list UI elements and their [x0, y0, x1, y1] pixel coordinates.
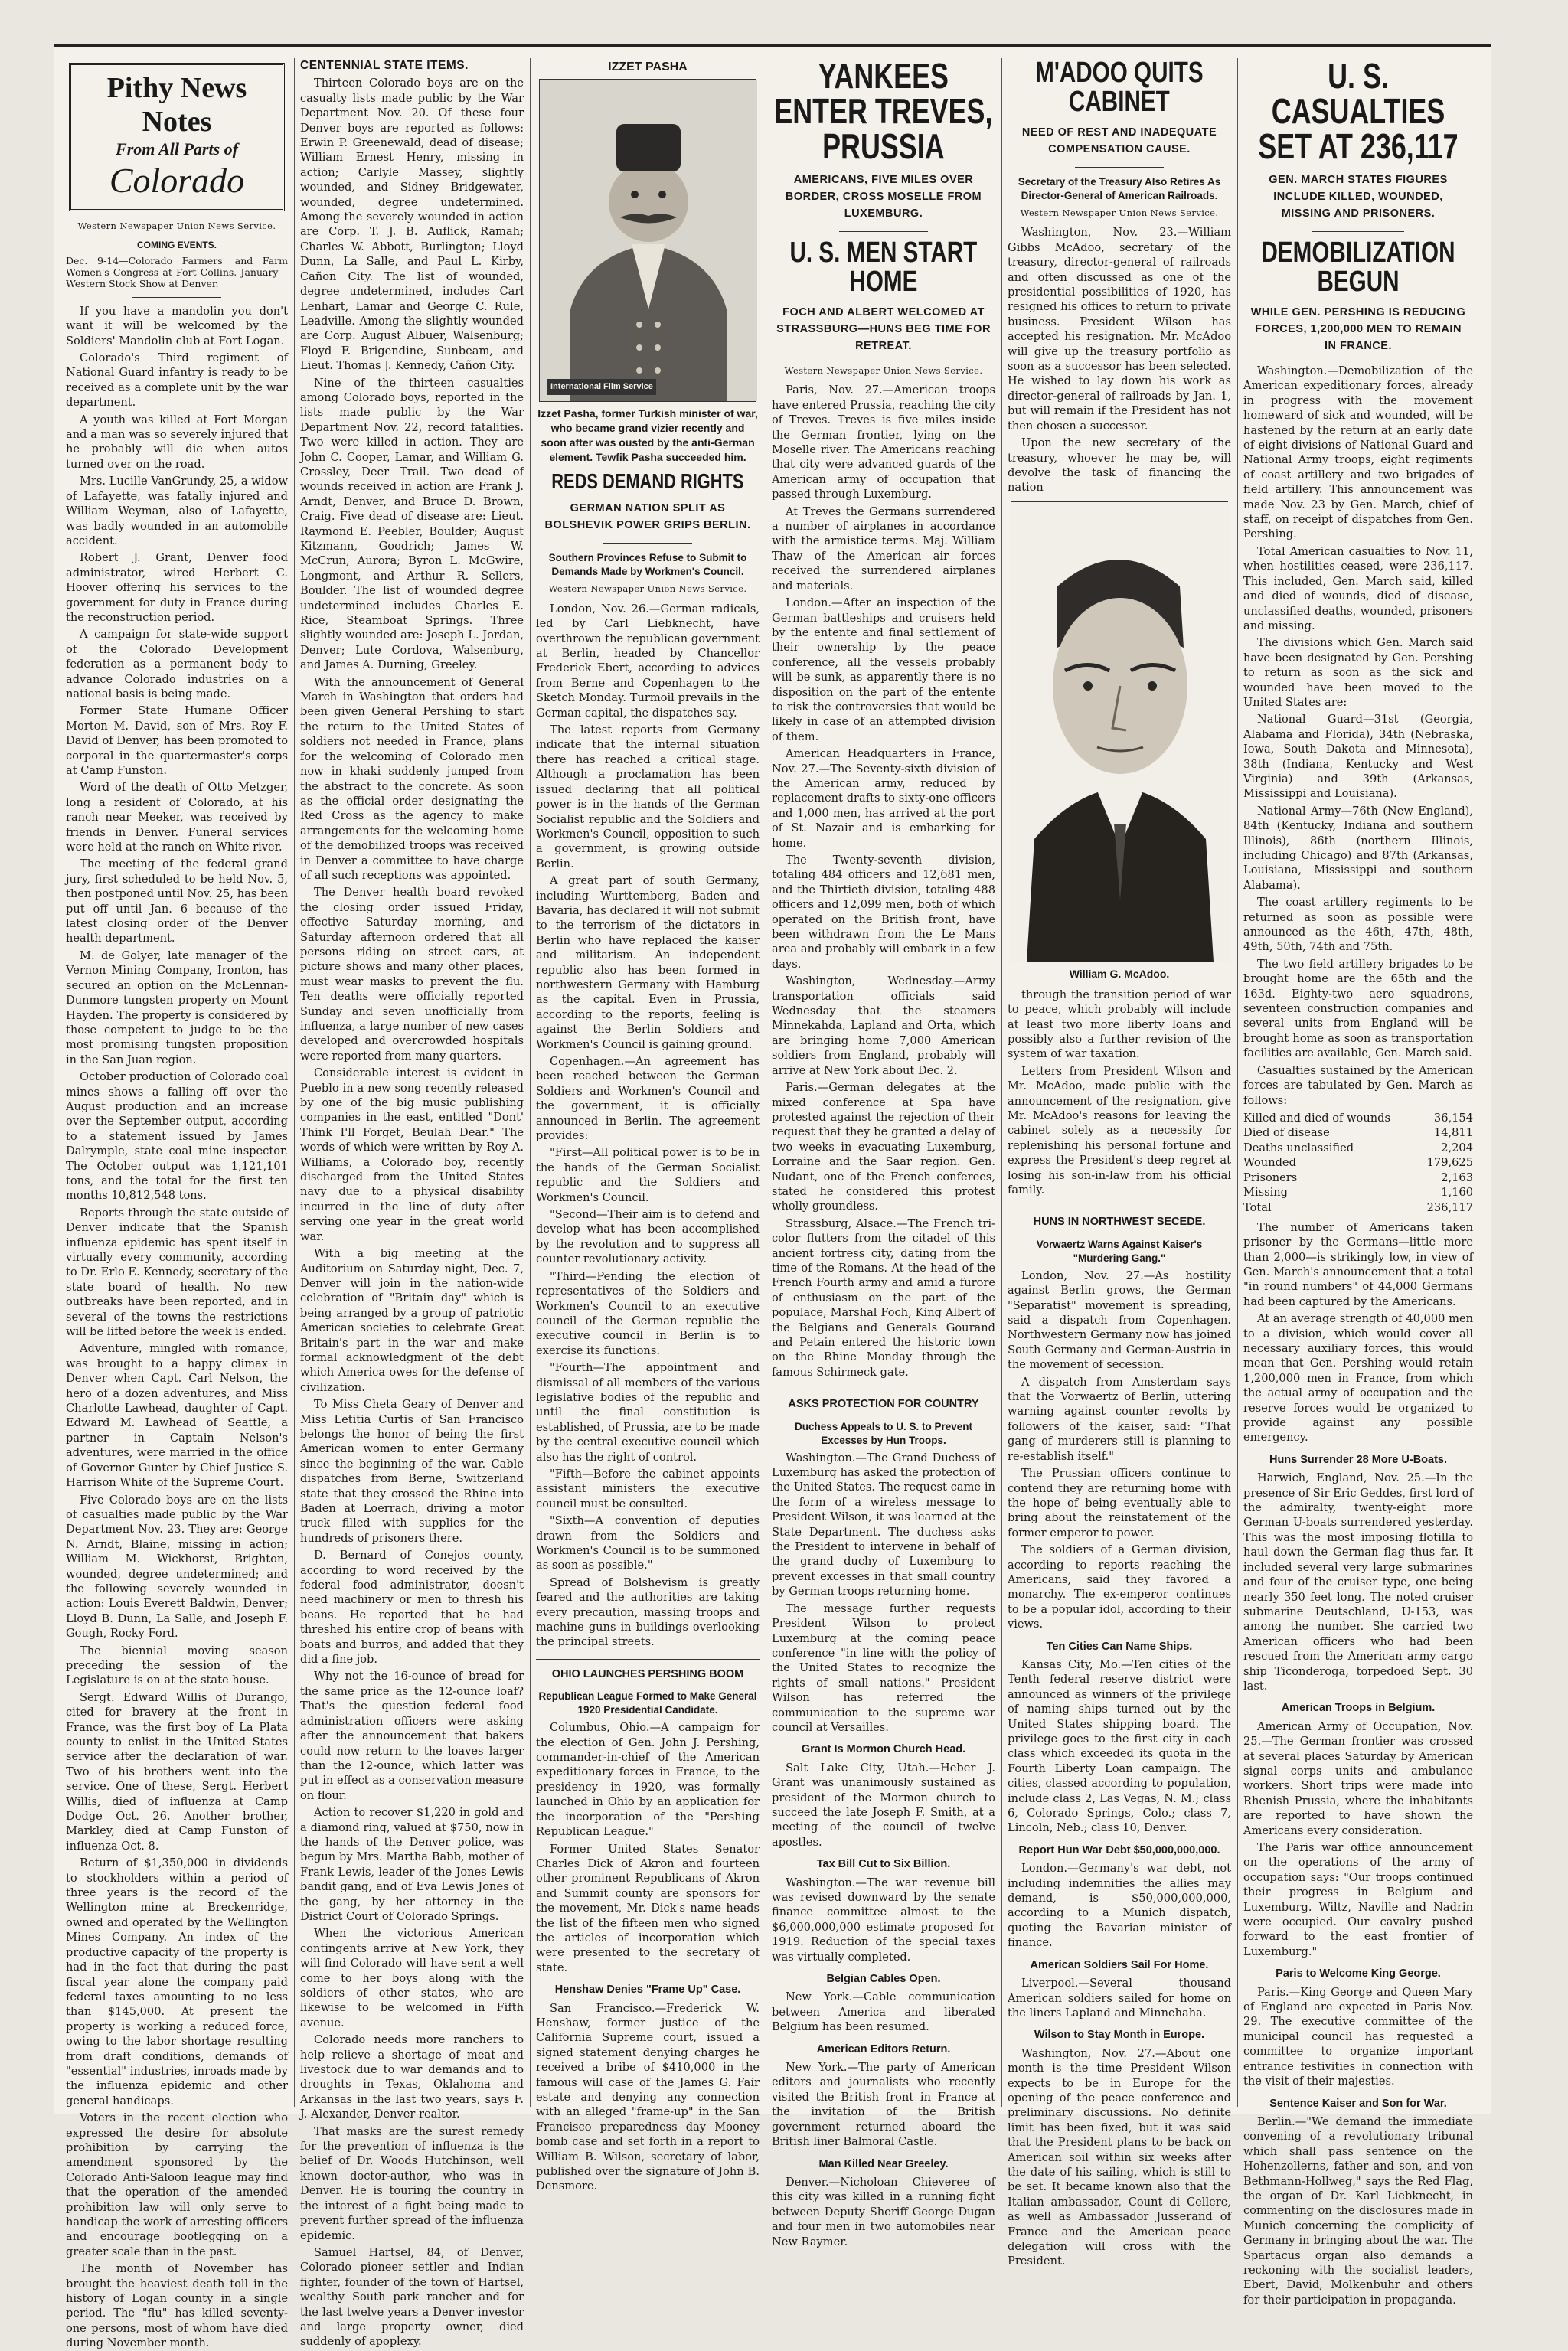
divider [132, 297, 221, 298]
wire-credit: Western Newspaper Union News Service. [1020, 207, 1219, 218]
uboats-body: Harwich, England, Nov. 25.—In the presence of Sir Eric Geddes, first lord of the admiralty, twenty-eight more German U-boats surrendered yesterday. This was the most imposing flotilla to haul down the German flag thus far. It included several very large submarines and four of the cruiser type, one being nearly 350 feet long. The noted cruiser submarine Deutschland, U-153, was among the number. She carried two American officers who had been rescued from the American army cargo ship Ticonderoga, torpedoed Sept. 30 last. [1243, 1471, 1473, 1693]
photo-title: IZZET PASHA [608, 60, 688, 73]
article-paragraph: American Headquarters in France, Nov. 27.—The Seventy-sixth division of the American army, reduced by replacement drafts to sixty-one officers and 1,000 men, has arrived at the port of St. Nazair and is embarking for home. [772, 747, 995, 850]
article-paragraph: October production of Colorado coal mines shows a falling off over the August production and an increase over the September output, according to a statement issued by James Dalrymple, state coal mine inspector. The October output was 1,121,101 tons, and the total for the first ten months 10,812,548 tons. [66, 1070, 288, 1203]
article-paragraph: "Sixth—A convention of deputies drawn from the Soldiers and Workmen's Council is to be summoned as soon as possible." [536, 1514, 760, 1572]
article-paragraph: D. Bernard of Conejos county, according to word received by the federal food administrator, doesn't need machinery or men to thresh his beans. He reported that he had threshed his entire crop of beans with boats and burros, and added that they did a fine job. [300, 1549, 524, 1667]
article-paragraph: Sergt. Edward Willis of Durango, cited for bravery at the front in France, was the first boy of La Plata county to enlist in the United States service after the declaration of war. Two of his brothers went into the service. One of these, Sergt. Herbert Willis, died of influenza at Camp Dodge Oct. 26. Another brother, Markley, died at Camp Funston of influenza Oct. 8. [66, 1690, 288, 1853]
article-paragraph: Columbus, Ohio.—A campaign for the election of Gen. John J. Pershing, commander-in-chief of the American expeditionary forces in France, to the presidency in 1920, was formally launched in Ohio by an application for the incorporation of the "Pershing Republican League." [536, 1721, 760, 1839]
article-paragraph: "Third—Pending the election of representatives of the Soldiers and Workmen's Council to an executive council of the German republic the executive council in Berlin is to exercise its functions. [536, 1269, 760, 1357]
article-paragraph: Washington.—Demobilization of the American expeditionary forces, already in progress with the movement homeward of sick and wounded, will be hastened by the return at an early date of eight divisions of National Guard and National Army troops, eight regiments of coast artillery and two brigades of field artillery. This announcement was made Nov. 23 by Gen. March, chief of staff, on receipt of dispatches from Gen. Pershing. [1243, 364, 1473, 541]
kaiser-headline: Sentence Kaiser and Son for War. [1269, 2097, 1447, 2110]
column-rule [1237, 58, 1238, 2107]
article-paragraph: M. de Golyer, late manager of the Vernon Mining Company, Ironton, has secured an option on the McLennan-Dunmore tungsten property on Mount Hayden. The property is considered by those competent to judge to be the most promising tungsten proposition in the San Juan region. [66, 949, 288, 1066]
article-paragraph: London, Nov. 26.—German radicals, led by Carl Liebknecht, have overthrown the republican government at Berlin, headed by Chancellor Frederick Ebert, according to advices from Berne and Copenhagen to the Sketch Monday. Turmoil prevails in the German capital, the dispatches say. [536, 602, 760, 720]
casualties-body-continued [1243, 1220, 1473, 1445]
casualty-row [1243, 1125, 1473, 1140]
casualty-label: Prisoners [1243, 1171, 1298, 1184]
editors-headline: American Editors Return. [816, 2042, 951, 2055]
column-rule [1001, 58, 1002, 2107]
article-paragraph: Considerable interest is evident in Pueblo in a new song recently released by one of the big music publishing companies in the east, entitled "Dont' Think I'll Forget, Beulah Dear." The words of which were written by Roy A. Williams, a Colorado boy, recently discharged from the United States navy due to a physical disability incurred in the line of duty after serving one year in the great world war. [300, 1066, 524, 1243]
article-paragraph: London.—After an inspection of the German battleships and cruisers held by the entente and final settlement of their ownership by the peace conference, all the vessels probably will be sunk, as apparently there is no disposition on the part of the entente to risk the controversies that would be likely in case of an attempted division of them. [772, 596, 995, 743]
casualty-label: Wounded [1243, 1156, 1296, 1170]
article-paragraph: The Prussian officers continue to contend they are returning home with the hope of being eventually able to bring about the reinstatement of the former emperor to power. [1008, 1467, 1231, 1540]
article-paragraph: Adventure, mingled with romance, was brought to a happy climax in Denver when Capt. Carl Nelson, the hero of a dozen adventures, and Miss Charlotte Lawhead, daughter of Capt. Edward M. Lawhead of Seattle, a partner in Captain Nelson's adventures, were married in the office of Governor Gunter by Chief Justice S. Harrison White of the Supreme Court. [66, 1342, 288, 1490]
asks-subdeck: Duchess Appeals to U. S. to Prevent Excesses by Hun Troops. [794, 1420, 973, 1446]
article-paragraph: That masks are the surest remedy for the prevention of influenza is the belief of Dr. Woods Hutchinson, well known doctor-author, who was in Denver. He is touring the country in the interest of a fight being made to prevent further spread of the influenza epidemic. [300, 2124, 524, 2242]
article-paragraph: National Army—76th (New England), 84th (Kentucky, Indiana and southern Illinois), 86th (northern Illinois, including Chicago) and 87th (Arkansas, Louisiana, Mississippi and southern Alabama). [1243, 804, 1473, 892]
uboats-headline: Huns Surrender 28 More U-Boats. [1269, 1453, 1448, 1466]
article-paragraph: Washington.—The Grand Duchess of Luxemburg has asked the protection of the United States. The request came in the form of a wireless message to President Wilson, it was learned at the State Department. The duchess asks the President to intervene in behalf of the grand duchy of Luxemburg to prevent excesses in that small country by German troops returning home. [772, 1451, 995, 1598]
article-paragraph: The biennial moving season preceding the session of the Legislature is on at the state house. [66, 1644, 288, 1687]
column-rule [530, 58, 531, 2107]
mcadoo-headline: M'ADOO QUITS CABINET [1035, 57, 1204, 118]
centennial-heading: CENTENNIAL STATE ITEMS. [300, 59, 469, 72]
article-paragraph: San Francisco.—Frederick W. Henshaw, former justice of the California Supreme court, issued a signed statement denying charges he received a bribe of $410,000 in the famous will case of the James G. Fair estate and denying any connection with an alleged "frame-up" in the San Francisco preparedness day Mooney bomb case and set forth in a report to William B. Wilson, secretary of labor, published over the signature of John B. Densmore. [536, 2001, 760, 2193]
column-casualties [1243, 56, 1473, 2307]
article-paragraph: Spread of Bolshevism is greatly feared and the authorities are taking every precaution, massing troops and machine guns in buildings overlooking the principal streets. [536, 1575, 760, 1649]
article-paragraph: Why not the 16-ounce of bread for the same price as the 12-ounce loaf? That's the question federal food administration officers were asking after the announcement that bakers could now return to the loaves larger than the 12-ounce, which latter was put in effect as a conservation measure on flour. [300, 1670, 524, 1802]
reds-deck: GERMAN NATION SPLIT AS BOLSHEVIK POWER GRIPS BERLIN. [544, 502, 751, 532]
asks-headline: ASKS PROTECTION FOR COUNTRY [788, 1398, 979, 1411]
article-paragraph: With the announcement of General March in Washington that orders had been given General Pershing to start the return to the United States of soldiers not needed in France, plans for the welcoming of Colorado men now in khaki suddenly jumped from the abstract to the concrete. As soon as the official order designating the Red Cross as the agency to make arrangements for the welcoming home of the demobilized troops was received in Denver a committee to have charge of all such receptions was appointed. [300, 675, 524, 882]
coming-events-label: COMING EVENTS. [136, 240, 217, 251]
war-debt-body: London.—Germany's war debt, not including indemnities the allies may demand, is $50,000,000,000, according to a Munich dispatch, quoting the Bavarian minister of finance. [1008, 1862, 1231, 1950]
wire-credit: Western Newspaper Union News Service. [784, 365, 983, 376]
article-paragraph: Word of the death of Otto Metzger, long a resident of Colorado, at his ranch near Meeker, was received by friends in Denver. Funeral services were held at the ranch on White river. [66, 781, 288, 854]
article-paragraph: The soldiers of a German division, according to reports reaching the Americans, said they favored a monarchy. The ex-emperor continues to be a popular idol, according to their views. [1008, 1543, 1231, 1631]
article-paragraph: Thirteen Colorado boys are on the casualty lists made public by the War Department Nov. 20. Of these four Denver boys are reported as follows: Erwin P. Greenewald, dead of disease; William Ernest Henry, missing in action; Carlyle Massey, slightly wounded, and Sidney Bridgewater, wounded, degree undetermined. Among the severely wounded in action are Corp. T. J. B. Auflick, Ramah; Charles W. Abbott, Burlington; Lloyd Dunn, La Salle, and Paul L. Kirby, Cañon City. The list of wounded, degree undetermined, includes Carl Lenhart, Lamar and George C. Rule, Leadville. Among the slightly wounded are Corp. August Albuer, Walsenburg; Floyd F. Brigendine, Sunbeam, and Lieut. Thomas J. Kennedy, Cañon City. [300, 77, 524, 373]
article-paragraph: Five Colorado boys are on the lists of casualties made public by the War Department Nov. 23. They are: George N. Arndt, Blaine, missing in action; William M. Wickhorst, Brighton, wounded, degree undetermined; and the following severely wounded in action: Louis Everett Baldwin, Denver; Lloyd B. Dunn, La Salle, and Joseph F. Gough, Rocky Ford. [66, 1493, 288, 1641]
article-paragraph: Washington, Wednesday.—Army transportation officials said Wednesday that the steamers Minnekahda, Lapland and Orta, which are bringing home 7,000 American soldiers from England, probably will arrive at New York about Dec. 2. [772, 975, 995, 1077]
casualty-row [1243, 1185, 1473, 1200]
cities-body: Kansas City, Mo.—Ten cities of the Tenth federal reserve district were announced as winners of the privilege of naming ships turned out by the United States shipping board. The privilege goes to the first city in each class which exceeded its quota in the Fourth Liberty Loan campaign. The cities, classed according to population, include class 2, Las Vegas, N. M.; class 6, Colorado Springs, Colo.; class 7, Lincoln, Neb.; class 10, Denver. [1008, 1657, 1231, 1835]
article-paragraph: Colorado needs more ranchers to help relieve a shortage of meat and livestock due to war demands and to droughts in Texas, Oklahoma and Arkansas in the last two years, says F. J. Alexander, Denver realtor. [300, 2033, 524, 2121]
pershing-headline: OHIO LAUNCHES PERSHING BOOM [551, 1667, 744, 1680]
casualty-value: 236,117 [1426, 1201, 1473, 1215]
article-paragraph: Paris, Nov. 27.—American troops have entered Prussia, reaching the city of Treves. Treves is five miles inside the German frontier, lying on the Moselle river. The Americans reaching that city were advanced guards of the American army of occupation that passed through Luxemburg. [772, 384, 995, 501]
column-colorado-news [66, 58, 288, 2350]
article-paragraph: Total American casualties to Nov. 11, when hostilities ceased, were 236,117. This included, Gen. March said, killed and died of wounds, died of disease, unclassified deaths, wounded, prisoners and missing. [1243, 544, 1473, 632]
greeley-body: Denver.—Nicholoan Chieveree of this city was killed in a running fight between Deputy Sheriff George Dugan and four men in two automobiles near New Raymer. [772, 2175, 995, 2248]
portrait-illustration [540, 80, 757, 401]
article-paragraph: The coast artillery regiments to be returned as soon as possible were announced as the 46th, 47th, 48th, 49th, 50th, 74th and 75th. [1243, 896, 1473, 954]
article-paragraph: Copenhagen.—An agreement has been reached between the German Soldiers and Workmen's Council and the government, it is officially announced in Berlin. The agreement provides: [536, 1055, 760, 1143]
pershing-subdeck: Republican League Formed to Make General 1920 Presidential Candidate. [538, 1690, 757, 1716]
greeley-headline: Man Killed Near Greeley. [818, 2157, 949, 2170]
article-paragraph: The meeting of the federal grand jury, first scheduled to be held Nov. 5, then postponed until Nov. 25, has been put off until Jan. 6 because of the latest closing order of the Denver health department. [66, 857, 288, 945]
wire-credit: Western Newspaper Union News Service. [548, 583, 747, 595]
column-izzet-reds [536, 58, 760, 2193]
article-paragraph: The Paris war office announcement on the operations of the army of occupation says: "Our troops continued their progress in Belgium and Luxemburg. Wiltz, Naville and Nadrin were occupied. Our cavalry pushed forward to the east frontier of Luxemburg." [1243, 1841, 1473, 1958]
reds-subdeck: Southern Provinces Refuse to Submit to Demands Made by Workmen's Council. [548, 552, 747, 578]
article-paragraph: National Guard—31st (Georgia, Alabama and Florida), 34th (Nebraska, Iowa, South Dakota and Minnesota), 38th (Indiana, Kentucky and West Virginia) and 39th (Arkansas, Mississippi and Louisiana). [1243, 713, 1473, 801]
article-paragraph: Casualties sustained by the American forces are tabulated by Gen. March as follows: [1243, 1063, 1473, 1107]
casualty-value: 2,163 [1441, 1171, 1473, 1184]
huns-headline: HUNS IN NORTHWEST SECEDE. [1033, 1216, 1206, 1229]
demobilization-headline: DEMOBILIZATION BEGUN [1261, 237, 1455, 298]
mcadoo-body-continued [1008, 988, 1231, 1198]
casualty-label: Deaths unclassified [1243, 1141, 1354, 1154]
article-paragraph: The divisions which Gen. March said have been designated by Gen. Pershing to return as soon as the sick and wounded have been moved to the United States are: [1243, 636, 1473, 709]
sail-body: Liverpool.—Several thousand American soldiers sailed for home on the liners Lapland and Minnehaha. [1008, 1977, 1231, 2020]
casualty-value: 179,625 [1426, 1156, 1473, 1170]
huns-subdeck: Vorwaertz Warns Against Kaiser's "Murdering Gang." [1036, 1238, 1203, 1264]
belgian-headline: Belgian Cables Open. [826, 1973, 941, 1986]
article-paragraph: Reports through the state outside of Denver indicate that the Spanish influenza epidemic has spent itself in virtually every community, according to Dr. Erlo E. Kennedy, secretary of the state board of health. No new outbreaks have been reported, and in several of the towns the restrictions will be lifted before the week is ended. [66, 1206, 288, 1339]
reds-headline: REDS DEMAND RIGHTS [551, 469, 744, 494]
mcadoo-portrait [1011, 501, 1228, 962]
article-paragraph: Colorado's Third regiment of National Guard infantry is ready to be received as a complete unit by the war department. [66, 351, 288, 410]
masthead-title: Pithy News Notes [106, 72, 247, 138]
demobilization-deck: WHILE GEN. PERSHING IS REDUCING FORCES, 1,200,000 MEN TO REMAIN IN FRANCE. [1250, 306, 1466, 352]
mcadoo-body [1008, 225, 1231, 495]
casualty-label: Missing [1243, 1185, 1288, 1199]
pithy-news-masthead [69, 63, 285, 211]
article-paragraph: At an average strength of 40,000 men to a division, which would cover all necessary auxiliary forces, this would mean that Gen. Pershing would retain 1,200,000 men in France, from which the actual army of occupation and the reserve forces would be organized to provide against any possible emergency. [1243, 1312, 1473, 1445]
article-paragraph: With a big meeting at the Auditorium on Saturday night, Dec. 7, Denver will join in the nation-wide celebration of "Britain day" which is being arranged by a group of patriotic American societies to celebrate Great Britain's part in the war and make formal acknowledgment of the debt which America owes for the defense of civilization. [300, 1247, 524, 1394]
casualty-row [1243, 1111, 1473, 1125]
article-paragraph: London, Nov. 27.—As hostility against Berlin grows, the German "Separatist" movement is spreading, said a dispatch from Copenhagen. Northwestern Germany now has joined South Germany and German-Austria in the movement of secession. [1008, 1269, 1231, 1372]
grant-headline: Grant Is Mormon Church Head. [801, 1743, 966, 1756]
article-paragraph: Voters in the recent election who expressed the desire for absolute prohibition by carrying the amendment sponsored by the Colorado Anti-Saloon league may find that the operation of the amended prohibition law will only serve to handicap the work of arresting officers and encourage bootlegging on a greater scale than in the past. [66, 2111, 288, 2258]
article-paragraph: through the transition period of war to peace, which probably will include at least two more liberty loans and possibly also a further revision of the system of war taxation. [1008, 988, 1231, 1061]
article-paragraph: Return of $1,350,000 in dividends to stockholders within a period of three years is the record of the Wellington mine at Breckenridge, owned and operated by the Wellington Mines Company. An index of the productive capacity of the property is had in the fact that during the past fiscal year alone the company paid federal taxes amounting to no less than $145,000. At present the property is working a reduced force, owing to the labor shortage resulting from draft conditions, demands of "essential" industries, inroads made by the influenza epidemic and other general handicaps. [66, 1856, 288, 2108]
editors-body: New York.—The party of American editors and journalists who recently visited the British front in France at the invitation of the British government returned aboard the British liner Balmoral Castle. [772, 2061, 995, 2149]
casualty-label: Died of disease [1243, 1126, 1330, 1140]
centennial-body [300, 76, 524, 2349]
portrait-illustration [1011, 502, 1229, 962]
article-paragraph: To Miss Cheta Geary of Denver and Miss Letitia Curtis of San Francisco belongs the honor of being the first American women to enter Germany since the beginning of the war. Cable dispatches from Berne, Switzerland state that they crossed the Rhine into Baden at Loerrach, driving a motor truck filled with supplies for the hundreds of prisoners there. [300, 1398, 524, 1545]
article-paragraph: A youth was killed at Fort Morgan and a man was so severely injured that he probably will die when autos turned over on the road. [66, 413, 288, 471]
divider [839, 231, 929, 232]
tax-body: Washington.—The war revenue bill was revised downward by the senate finance committee almost to the $6,000,000,000 estimate proposed for 1919. Reduction of the special taxes was virtually completed. [772, 1876, 995, 1964]
cities-headline: Ten Cities Can Name Ships. [1046, 1640, 1193, 1653]
article-paragraph: Strassburg, Alsace.—The French tri-color flutters from the citadel of this ancient fortress city, dating from the time of the Romans. At the head of the French Fourth army and amid a furore of enthusiasm on the part of the populace, Marshal Foch, King Albert of the Belgians and Generals Gourand and Petain entered the historic town on the Rhine Monday through the famous Schirmeck gate. [772, 1216, 995, 1379]
article-paragraph: Samuel Hartsel, 84, of Denver, Colorado pioneer settler and Indian fighter, founder of the town of Hartsel, wealthy South park rancher and for the last twelve years a Denver investor and large property owner, died suddenly of apoplexy. [300, 2245, 524, 2349]
casualties-deck: GEN. MARCH STATES FIGURES INCLUDE KILLED, WOUNDED, MISSING AND PRISONERS. [1269, 174, 1448, 220]
casualties-headline: U. S. CASUALTIES SET AT 236,117 [1258, 56, 1459, 166]
casualty-value: 1,160 [1441, 1185, 1473, 1199]
wilson-headline: Wilson to Stay Month in Europe. [1034, 2029, 1205, 2042]
column-rule [294, 58, 295, 2107]
casualty-row [1243, 1141, 1473, 1155]
article-paragraph: "First—All political power is to be in the hands of the German Socialist republic and the Soldiers and Workmen's Council. [536, 1146, 760, 1204]
article-paragraph: Former United States Senator Charles Dick of Akron and fourteen other prominent Republicans of Akron and Summit county are sponsors for the movement, Mr. Dick's name heads the list of the fifteen men who signed the articles of incorporation which were presented to the secretary of state. [536, 1842, 760, 1974]
belgian-body: New York.—Cable communication between America and liberated Belgium has been resumed. [772, 1990, 995, 2034]
wire-credit: Western Newspaper Union News Service. [77, 220, 276, 231]
article-paragraph: Robert J. Grant, Denver food administrator, wired Herbert C. Hoover offering his services to the government for duty in France during the reconstruction period. [66, 551, 288, 624]
article-paragraph: If you have a mandolin you don't want it will be welcomed by the Soldiers' Mandolin club at Fort Logan. [66, 304, 288, 348]
article-paragraph: Mrs. Lucille VanGrundy, 25, a widow of Lafayette, was fatally injured and William Weyman, also of Lafayette, was badly wounded in an automobile accident. [66, 475, 288, 547]
henshaw-body [536, 2001, 760, 2194]
yankees-headline: YANKEES ENTER TREVES, PRUSSIA [774, 56, 993, 166]
asks-body [772, 1451, 995, 1735]
izzet-caption: Izzet Pasha, former Turkish minister of war, who became grand vizier recently and soon after was ousted by the anti-German element. Tewfik Pasha succeeded him. [537, 407, 758, 464]
pershing-body [536, 1720, 760, 1975]
us-men-deck: FOCH AND ALBERT WELCOMED AT STRASSBURG—HUNS BEG TIME FOR RETREAT. [776, 306, 991, 352]
king-body: Paris.—King George and Queen Mary of England are expected in Paris Nov. 29. The executive committee of the municipal council has requested a committee to organize important entrance festivities in connection with the visit of their majesties. [1243, 1985, 1473, 2088]
article-paragraph: Former State Humane Officer Morton M. David, son of Mrs. Roy F. David of Denver, has been promoted to corporal in the quartermaster's corps at Camp Funston. [66, 704, 288, 777]
coming-events-list: Dec. 9-14—Colorado Farmers' and Farm Women's Congress at Fort Collins. January—Western Stock Show at Denver. [66, 254, 288, 289]
article-paragraph: Upon the new secretary of the treasury, whoever he may be, will devolve the task of financing the nation [1008, 436, 1231, 495]
casualty-row [1243, 1171, 1473, 1185]
article-paragraph: The two field artillery brigades to be brought home are the 65th and the 163d. Eighty-two aero squadrons, seventeen construction companies and several units from England will be brought home as soon as transportation facilities are available, Gen. March said. [1243, 957, 1473, 1060]
yankees-body [772, 383, 995, 1380]
casualty-value: 14,811 [1433, 1126, 1473, 1140]
casualty-row [1243, 1155, 1473, 1170]
article-paragraph: "Fifth—Before the cabinet appoints assistant ministers the executive council must be consulted. [536, 1467, 760, 1510]
column-yankees-treves [772, 56, 995, 2248]
belgium-headline: American Troops in Belgium. [1281, 1702, 1436, 1715]
grant-body: Salt Lake City, Utah.—Heber J. Grant was unanimously sustained as president of the Mormon church to succeed the late Joseph F. Smith, at a meeting of the council of twelve apostles. [772, 1761, 995, 1849]
column-mcadoo [1008, 57, 1231, 2268]
divider [603, 543, 693, 544]
henshaw-headline: Henshaw Denies "Frame Up" Case. [554, 1984, 741, 1997]
belgium-body [1243, 1719, 1473, 1960]
article-paragraph: The Denver health board revoked the closing order issued Friday, effective Saturday morning, and Saturday afternoon ordered that all persons riding on street cars, at picture shows and many other places, must wear masks to prevent the flu. Ten deaths were officially reported Sunday and seven unofficially from influenza, a large number of new cases developed and overcrowded hospitals were reported from many quarters. [300, 886, 524, 1063]
us-men-headline: U. S. MEN START HOME [789, 237, 978, 298]
war-debt-headline: Report Hun War Debt $50,000,000,000. [1018, 1843, 1220, 1856]
article-paragraph: A great part of south Germany, including Wurttemberg, Baden and Bavaria, has declared it will not submit to the terrorism of the dictators in Berlin who have replaced the kaiser and militarism. An independent republic also has been formed in northwestern Germany with Hamburg as the capital. Even in Prussia, according to the reports, feeling is against the Berlin Soldiers and Workmen's Council is gaining ground. [536, 874, 760, 1051]
column-centennial-items [300, 58, 524, 2349]
kaiser-body: Berlin.—"We demand the immediate convening of a revolutionary tribunal which shall pass sentence on the Hohenzollerns, father and son, and von Bethmann-Hollweg," says the Red Flag, the organ of Dr. Karl Liebknecht, in commenting on the disclosures made in Munich concerning the complicity of Germany in bringing about the war. The Spartacus organ also demands a reckoning with the socialist leaders, Ebert, David, Molkenbuhr and others for their participation in propaganda. [1243, 2114, 1473, 2307]
mcadoo-subdeck: Secretary of the Treasury Also Retires As Director-General of American Railroads. [1018, 176, 1221, 201]
article-paragraph: "Second—Their aim is to defend and develop what has been accomplished by the revolution and to suppress all counter revolutionary activity. [536, 1208, 760, 1266]
casualty-value: 36,154 [1433, 1111, 1473, 1125]
article-paragraph: At Treves the Germans surrendered a number of airplanes in accordance with the armistice terms. Maj. William Thaw of the American air forces received the surrendered airplanes and materials. [772, 504, 995, 593]
article-paragraph: The month of November has brought the heaviest death toll in the history of Logan county in a single period. The "flu" has killed seventy-one persons, most of whom have died during November month. [66, 2262, 288, 2350]
article-paragraph: Washington, Nov. 23.—William Gibbs McAdoo, secretary of the treasury, director-general of railroads and often discussed as one of the presidential possibilities of 1920, has resigned his offices to return to private business. President Wilson has accepted his resignation. Mr. McAdoo will give up the treasury portfolio as soon as a successor has been selected. He wished to lay down his work as director-general of railroads by Jan. 1, but will remain if the President has not then chosen a successor. [1008, 226, 1231, 433]
sail-headline: American Soldiers Sail For Home. [1030, 1958, 1209, 1971]
yankees-deck: AMERICANS, FIVE MILES OVER BORDER, CROSS MOSELLE FROM LUXEMBURG. [785, 174, 982, 220]
casualty-value: 2,204 [1441, 1141, 1473, 1154]
tax-headline: Tax Bill Cut to Six Billion. [816, 1858, 951, 1871]
article-paragraph: Nine of the thirteen casualties among Colorado boys, reported in the lists made public by the War Department Nov. 22, record fatalities. Two were killed in action. They are John C. Cooper, Lamar, and William G. Crossley, Deer Trail. Two dead of wounds received in action are Frank J. Arndt, Denver, and Bruce D. Brown, Craig. Five dead of disease are: Lieut. Raymond E. Peebler, Boulder; August Kitzmann, Goodrich; James W. McCrun, Aurora; Byron L. McGwire, Longmont, and Arthur R. Sellers, Boulder. The list of wounded degree undetermined includes Charles E. Rice, Steamboat Springs. Three slightly wounded are: Joseph L. Jordan, Denver; Lute Cordova, Walsenburg, and James A. Durning, Greeley. [300, 376, 524, 672]
article-paragraph: Paris.—German delegates at the mixed conference at Spa have protested against the rejection of their request that they be granted a delay of two weeks in evacuating Luxemburg, Lorraine and the Saar region. Gen. Nudant, one of the French conferees, stated he considered this protest wholly groundless. [772, 1081, 995, 1213]
mcadoo-caption: William G. McAdoo. [1069, 967, 1170, 980]
mcadoo-deck: NEED OF REST AND INADEQUATE COMPENSATION CAUSE. [1021, 126, 1217, 155]
article-paragraph: "Fourth—The appointment and dismissal of all members of the various legislative bodies of the republic and until the final constitution is established, of Prussia, are to be made by the central executive council which also has the right of control. [536, 1361, 760, 1464]
photo-credit: International Film Service [547, 379, 656, 395]
masthead-subtitle: From All Parts of [116, 139, 238, 158]
huns-body [1008, 1269, 1231, 1632]
masthead-state: Colorado [109, 161, 245, 200]
casualty-label: Killed and died of wounds [1243, 1111, 1390, 1125]
king-headline: Paris to Welcome King George. [1276, 1967, 1441, 1980]
divider [536, 1659, 760, 1660]
article-paragraph: When the victorious American contingents arrive at New York, they will find Colorado will have sent a well come to her boys along with the soldiers of other states, who are likewise to be welcomed in Fifth avenue. [300, 1927, 524, 2029]
article-paragraph: The latest reports from Germany indicate that the internal situation there has reached a critical stage. Although a proclamation has been issued declaring that all political power is in the hands of the German Socialist republic and the Soldiers and Workmen's Council, opposition to such a government, is growing outside Berlin. [536, 723, 760, 870]
casualty-label: Total [1243, 1201, 1272, 1215]
article-paragraph: The Twenty-seventh division, totaling 484 officers and 12,681 men, and the Thirtieth division, totaling 488 officers and 12,099 men, both of which operated on the British front, have been withdrawn from the Le Mans area and probably will embark in a few days. [772, 854, 995, 971]
casualties-body [1243, 364, 1473, 1108]
colorado-news-body [66, 304, 288, 2351]
izzet-pasha-photo [539, 79, 756, 402]
casualty-row [1243, 1200, 1473, 1215]
article-paragraph: Action to recover $1,220 in gold and a diamond ring, valued at $750, now in the hands of the Denver police, was begun by Mrs. Martha Babb, mother of Frank Lewis, leader of the Jones Lewis bandit gang, and of Eva Lewis Jones of the gang, by her attorney in the District Court of Colorado Springs. [300, 1806, 524, 1923]
article-paragraph: A dispatch from Amsterdam says that the Vorwaertz of Berlin, uttering warning against counter revolts by followers of the kaiser, said: "That gang of murderers still is planning to re-establish itself." [1008, 1375, 1231, 1463]
article-paragraph: Letters from President Wilson and Mr. McAdoo, made public with the announcement of the resignation, give Mr. McAdoo's reasons for leaving the cabinet solely as a necessity for replenishing his personal fortune and express the President's deep regret at losing his son-in-law from his official family. [1008, 1064, 1231, 1197]
article-paragraph: The message further requests President Wilson to protect Luxemburg at the coming peace conference "in line with the policy of the United States to recognize the rights of small nations." President Wilson has referred the communication to the supreme war council at Versailles. [772, 1602, 995, 1734]
newspaper-sheet [54, 44, 1491, 2350]
casualty-table [1243, 1111, 1473, 1216]
divider [1075, 167, 1165, 168]
article-paragraph: American Army of Occupation, Nov. 25.—The German frontier was crossed at several places Saturday by American signal corps units and ambulance workers. Short trips were made into Rhenish Prussia, where the inhabitants are reported to have shown the Americans every consideration. [1243, 1719, 1473, 1837]
article-paragraph: The number of Americans taken prisoner by the Germans—little more than 2,000—is strikingly low, in view of Gen. March's announcement that a total "in round numbers" of 44,000 Germans had been captured by the Americans. [1243, 1220, 1473, 1308]
divider [1312, 231, 1404, 232]
reds-body [536, 602, 760, 1650]
wilson-body: Washington, Nov. 27.—About one month is the time President Wilson expects to be in Europe for the opening of the peace conference and preliminary discussions. No definite limit has been fixed, but it was said that the President plans to be back on American soil within six weeks after the date of his sailing, which is still to be set. It became known also that the Italian ambassador, Count di Cellere, as well as Ambassador Jusserand of France and the American peace delegation will cross with the President. [1008, 2046, 1231, 2268]
article-paragraph: A campaign for state-wide support of the Colorado Development federation as a permanent body to advance Colorado industries on a national basis is being made. [66, 628, 288, 700]
